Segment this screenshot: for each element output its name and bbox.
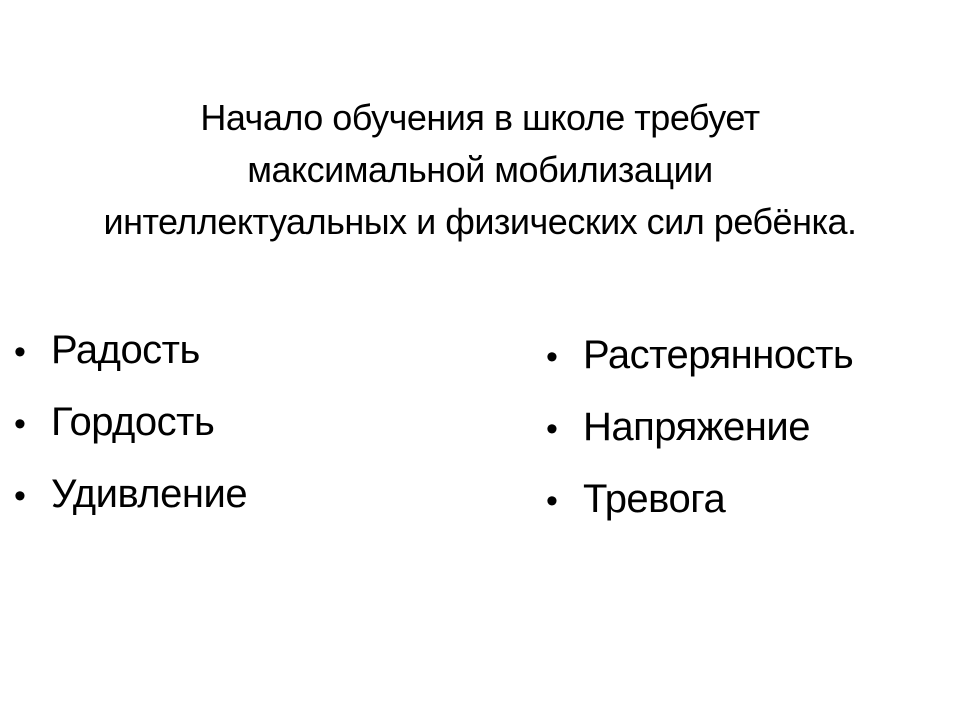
list-item-label: Радость [51,328,200,372]
slide-title [40,92,920,248]
slide-title-line-3: интеллектуальных и физических сил ребёнка. [103,201,857,242]
list-item [546,333,853,379]
list-item [546,477,853,523]
bullet-icon: • [14,405,26,443]
bullet-icon: • [14,333,26,371]
bullet-icon: • [546,338,558,376]
bullet-icon: • [14,477,26,515]
emotion-list-right [546,333,853,549]
list-item [14,400,247,446]
list-item [546,405,853,451]
list-item-label: Напряжение [583,405,810,449]
bullet-icon: • [546,482,558,520]
list-item-label: Гордость [51,400,215,444]
list-item [14,472,247,518]
bullet-icon: • [546,410,558,448]
list-item-label: Тревога [583,477,726,521]
slide-title-line-1: Начало обучения в школе требует [200,97,760,138]
list-item-label: Растерянность [583,333,854,377]
slide-title-line-2: максимальной мобилизации [247,149,713,190]
emotion-list-left [14,328,247,544]
list-item-label: Удивление [51,472,248,516]
list-item [14,328,247,374]
